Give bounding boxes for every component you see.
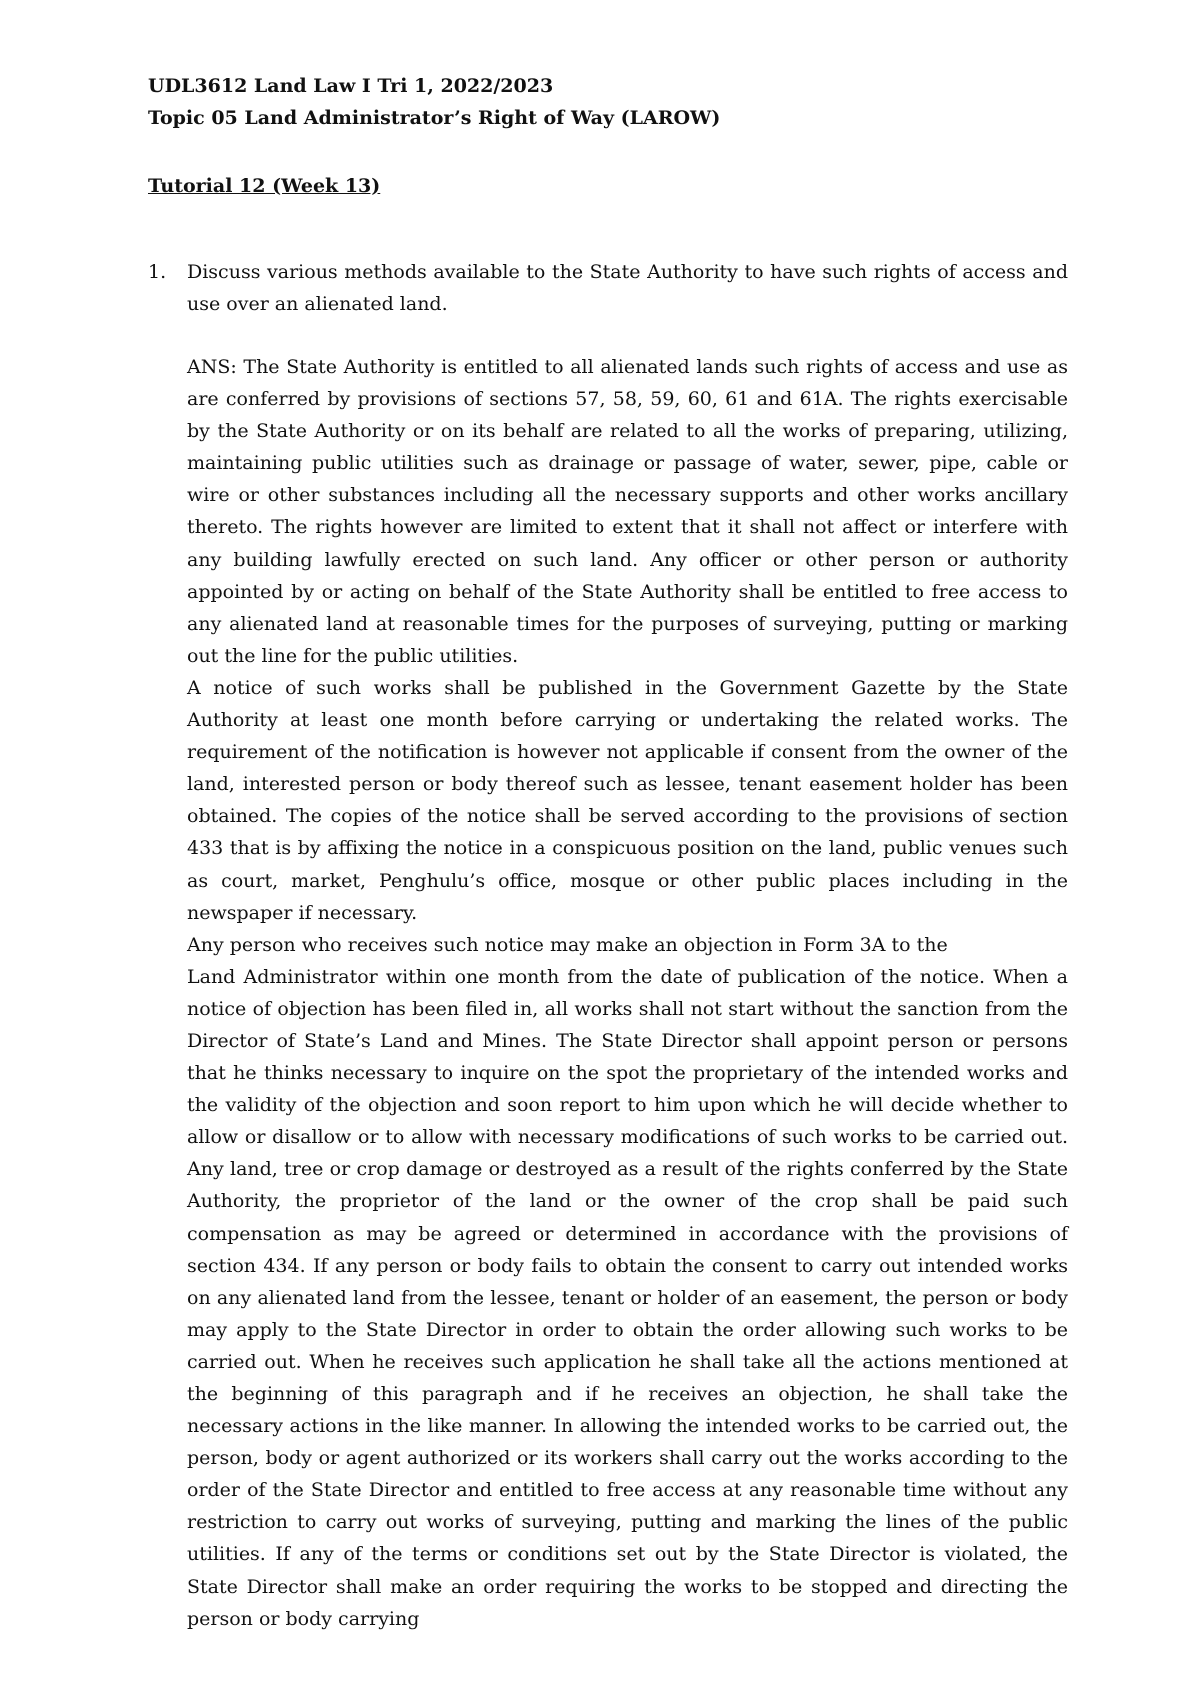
answer-paragraph-2: A notice of such works shall be published in the Government Gazette by the State Authority at least one month before carrying or undertaking the related works. The requirement of the notification is however not applicable if consent from the owner of the land, interested person or body thereof such as lessee, tenant easement holder has been obtained. The copies of the notice shall be served according to the provisions of section 433 that is by affixing the notice in a conspicuous position on the land, public venues such as court, market, Penghulu’s office, mosque or other public places including in the newspaper if necessary. bbox=[187, 676, 1068, 924]
tutorial-heading: Tutorial 12 (Week 13) bbox=[148, 175, 381, 197]
question-number: 1. bbox=[148, 261, 167, 283]
answer-paragraph-3: Land Administrator within one month from the date of publication of the notice. When a notice of objection has been filed in, all works shall not start without the sanction from the Director of State’s Land and Mines. The State Director shall appoint person or persons that he thinks necessary to inquire on the spot the proprietary of the intended works and the validity of the objection and soon report to him upon which he will decide whether to allow or disallow or to allow with necessary modifications of such works to be carried out. Any land, tree or crop damage or destroyed as a result of the rights conferred by the State Authority, the proprietor of the land or the owner of the crop shall be paid such compensation as may be agreed or determined in accordance with the provisions of section 434. If any person or body fails to obtain the consent to carry out intended works on any alienated land from the lessee, tenant or holder of an easement, the person or body may apply to the State Director in order to obtain the order allowing such works to be carried out. When he receives such application he shall take all the actions mentioned at the beginning of this paragraph and if he receives an objection, he shall take the necessary actions in the like manner. In allowing the intended works to be carried out, the person, body or agent authorized or its workers shall carry out the works according to the order of the State Director and entitled to free access at any reasonable time without any restriction to carry out works of surveying, putting and marking the lines of the public utilities. If any of the terms or conditions set out by the State Director is violated, the State Director shall make an order requiring the works to be stopped and directing the person or body carrying bbox=[187, 965, 1068, 1630]
topic-title: Topic 05 Land Administrator’s Right of Way (LAROW) bbox=[148, 107, 721, 129]
answer-paragraph-1: ANS: The State Authority is entitled to all alienated lands such rights of access and use as are conferred by provisions of sections 57, 58, 59, 60, 61 and 61A. The rights exercisable by the State Authority or on its behalf are related to all the works of preparing, utilizing, maintaining public utilities such as drainage or passage of water, sewer, pipe, cable or wire or other substances including all the necessary supports and other works ancillary thereto. The rights however are limited to extent that it shall not affect or interfere with any building lawfully erected on such land. Any officer or other person or authority appointed by or acting on behalf of the State Authority shall be entitled to free access to any alienated land at reasonable times for the purposes of surveying, putting or marking out the line for the public utilities. bbox=[187, 356, 1068, 667]
answer-body bbox=[187, 351, 1068, 1635]
question-item bbox=[148, 256, 1068, 320]
question-text: Discuss various methods available to the State Authority to have such rights of access and use over an alienated land. bbox=[187, 261, 1068, 315]
document-header bbox=[148, 70, 1068, 134]
course-title: UDL3612 Land Law I Tri 1, 2022/2023 bbox=[148, 75, 554, 97]
answer-paragraph-3-first-line: Any person who receives such notice may make an objection in Form 3A to the bbox=[187, 933, 948, 956]
